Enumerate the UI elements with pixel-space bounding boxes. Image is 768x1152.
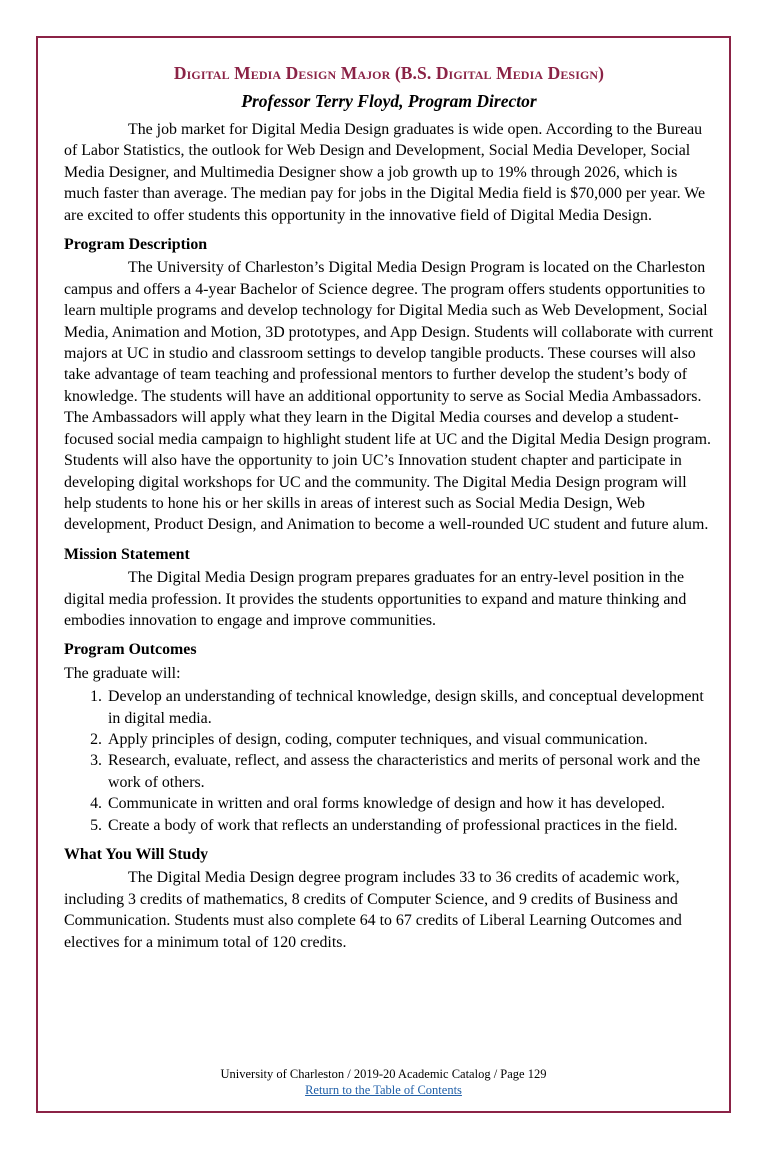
heading-program-outcomes: Program Outcomes [64,641,197,659]
intro-paragraph: The job market for Digital Media Design graduates is wide open. According to the Bureau of Labor Statistics, the outlook for Web Design and Development, Social Media Developer, Social Media Designer, and Multimedia Designer show a job growth up to 19% through 2026, which is much faster than average. The median pay for jobs in the Digital Media field is $70,000 per year. We are excited to offer students this opportunity in the innovative field of Digital Media Design. [64,121,706,224]
heading-what-you-will-study: What You Will Study [64,846,209,863]
mission-statement-paragraph: The Digital Media Design program prepares graduates for an entry-level position in the digital media profession. It provides the students opportunities to expand and mature thinking and embodies innovation to engage and improve communities. [64,569,687,629]
list-item: 5. Create a body of work that reflects an understanding of professional practices in the field. [106,815,714,836]
page-title: Digital Media Design Major (B.S. Digital Media Design) [173,63,605,83]
program-description-paragraph: The University of Charleston’s Digital Media Design Program is located on the Charleston campus and offers a 4-year Bachelor of Science degree. The program offers students opportunities to learn multiple programs and develop technology for Digital Media such as Web Development, Social Media, Animation and Motion, 3D prototypes, and App Design. Students will collaborate with current majors at UC in studio and classroom settings to develop tangible products. These courses will also take advantage of team teaching and professional mentors to further develop the student’s body of knowledge. The students will have an additional opportunity to serve as Social Media Ambassadors. The Ambassadors will apply what they learn in the Digital Media courses and develop a student-focused social media campaign to highlight student life at UC and the Digital Media Design program. Students will also have the opportunity to join UC’s Innovation student chapter and participate in developing digital workshops for UC and the community. The Digital Media Design program will help students to hone his or her skills in areas of interest such as Social Media Design, Web development, Product Design, and Animation to become a well-rounded UC student and future alum. [64,259,714,534]
list-item: 2. Apply principles of design, coding, computer techniques, and visual communication. [106,729,714,750]
document-body [64,62,714,953]
page-footer [36,1066,731,1098]
catalog-page-info: University of Charleston / 2019-20 Academic Catalog / Page 129 [220,1067,547,1081]
heading-program-description: Program Description [64,236,208,254]
heading-mission-statement: Mission Statement [64,545,190,563]
list-item: 4. Communicate in written and oral forms knowledge of design and how it has developed. [106,793,714,814]
outcomes-lead: The graduate will: [64,664,181,682]
program-director: Professor Terry Floyd, Program Director [241,91,537,111]
list-item: 1. Develop an understanding of technical knowledge, design skills, and conceptual development in digital media. [106,686,714,729]
list-item: 3. Research, evaluate, reflect, and assess the characteristics and merits of personal work and the work of others. [106,750,714,793]
study-paragraph: The Digital Media Design degree program includes 33 to 36 credits of academic work, including 3 credits of mathematics, 8 credits of Computer Science, and 9 credits of Business and Communication. Students must also complete 64 to 67 credits of Liberal Learning Outcomes and electives for a minimum total of 120 credits. [64,869,682,951]
outcomes-list [64,686,714,836]
table-of-contents-link[interactable]: Return to the Table of Contents [305,1083,462,1097]
